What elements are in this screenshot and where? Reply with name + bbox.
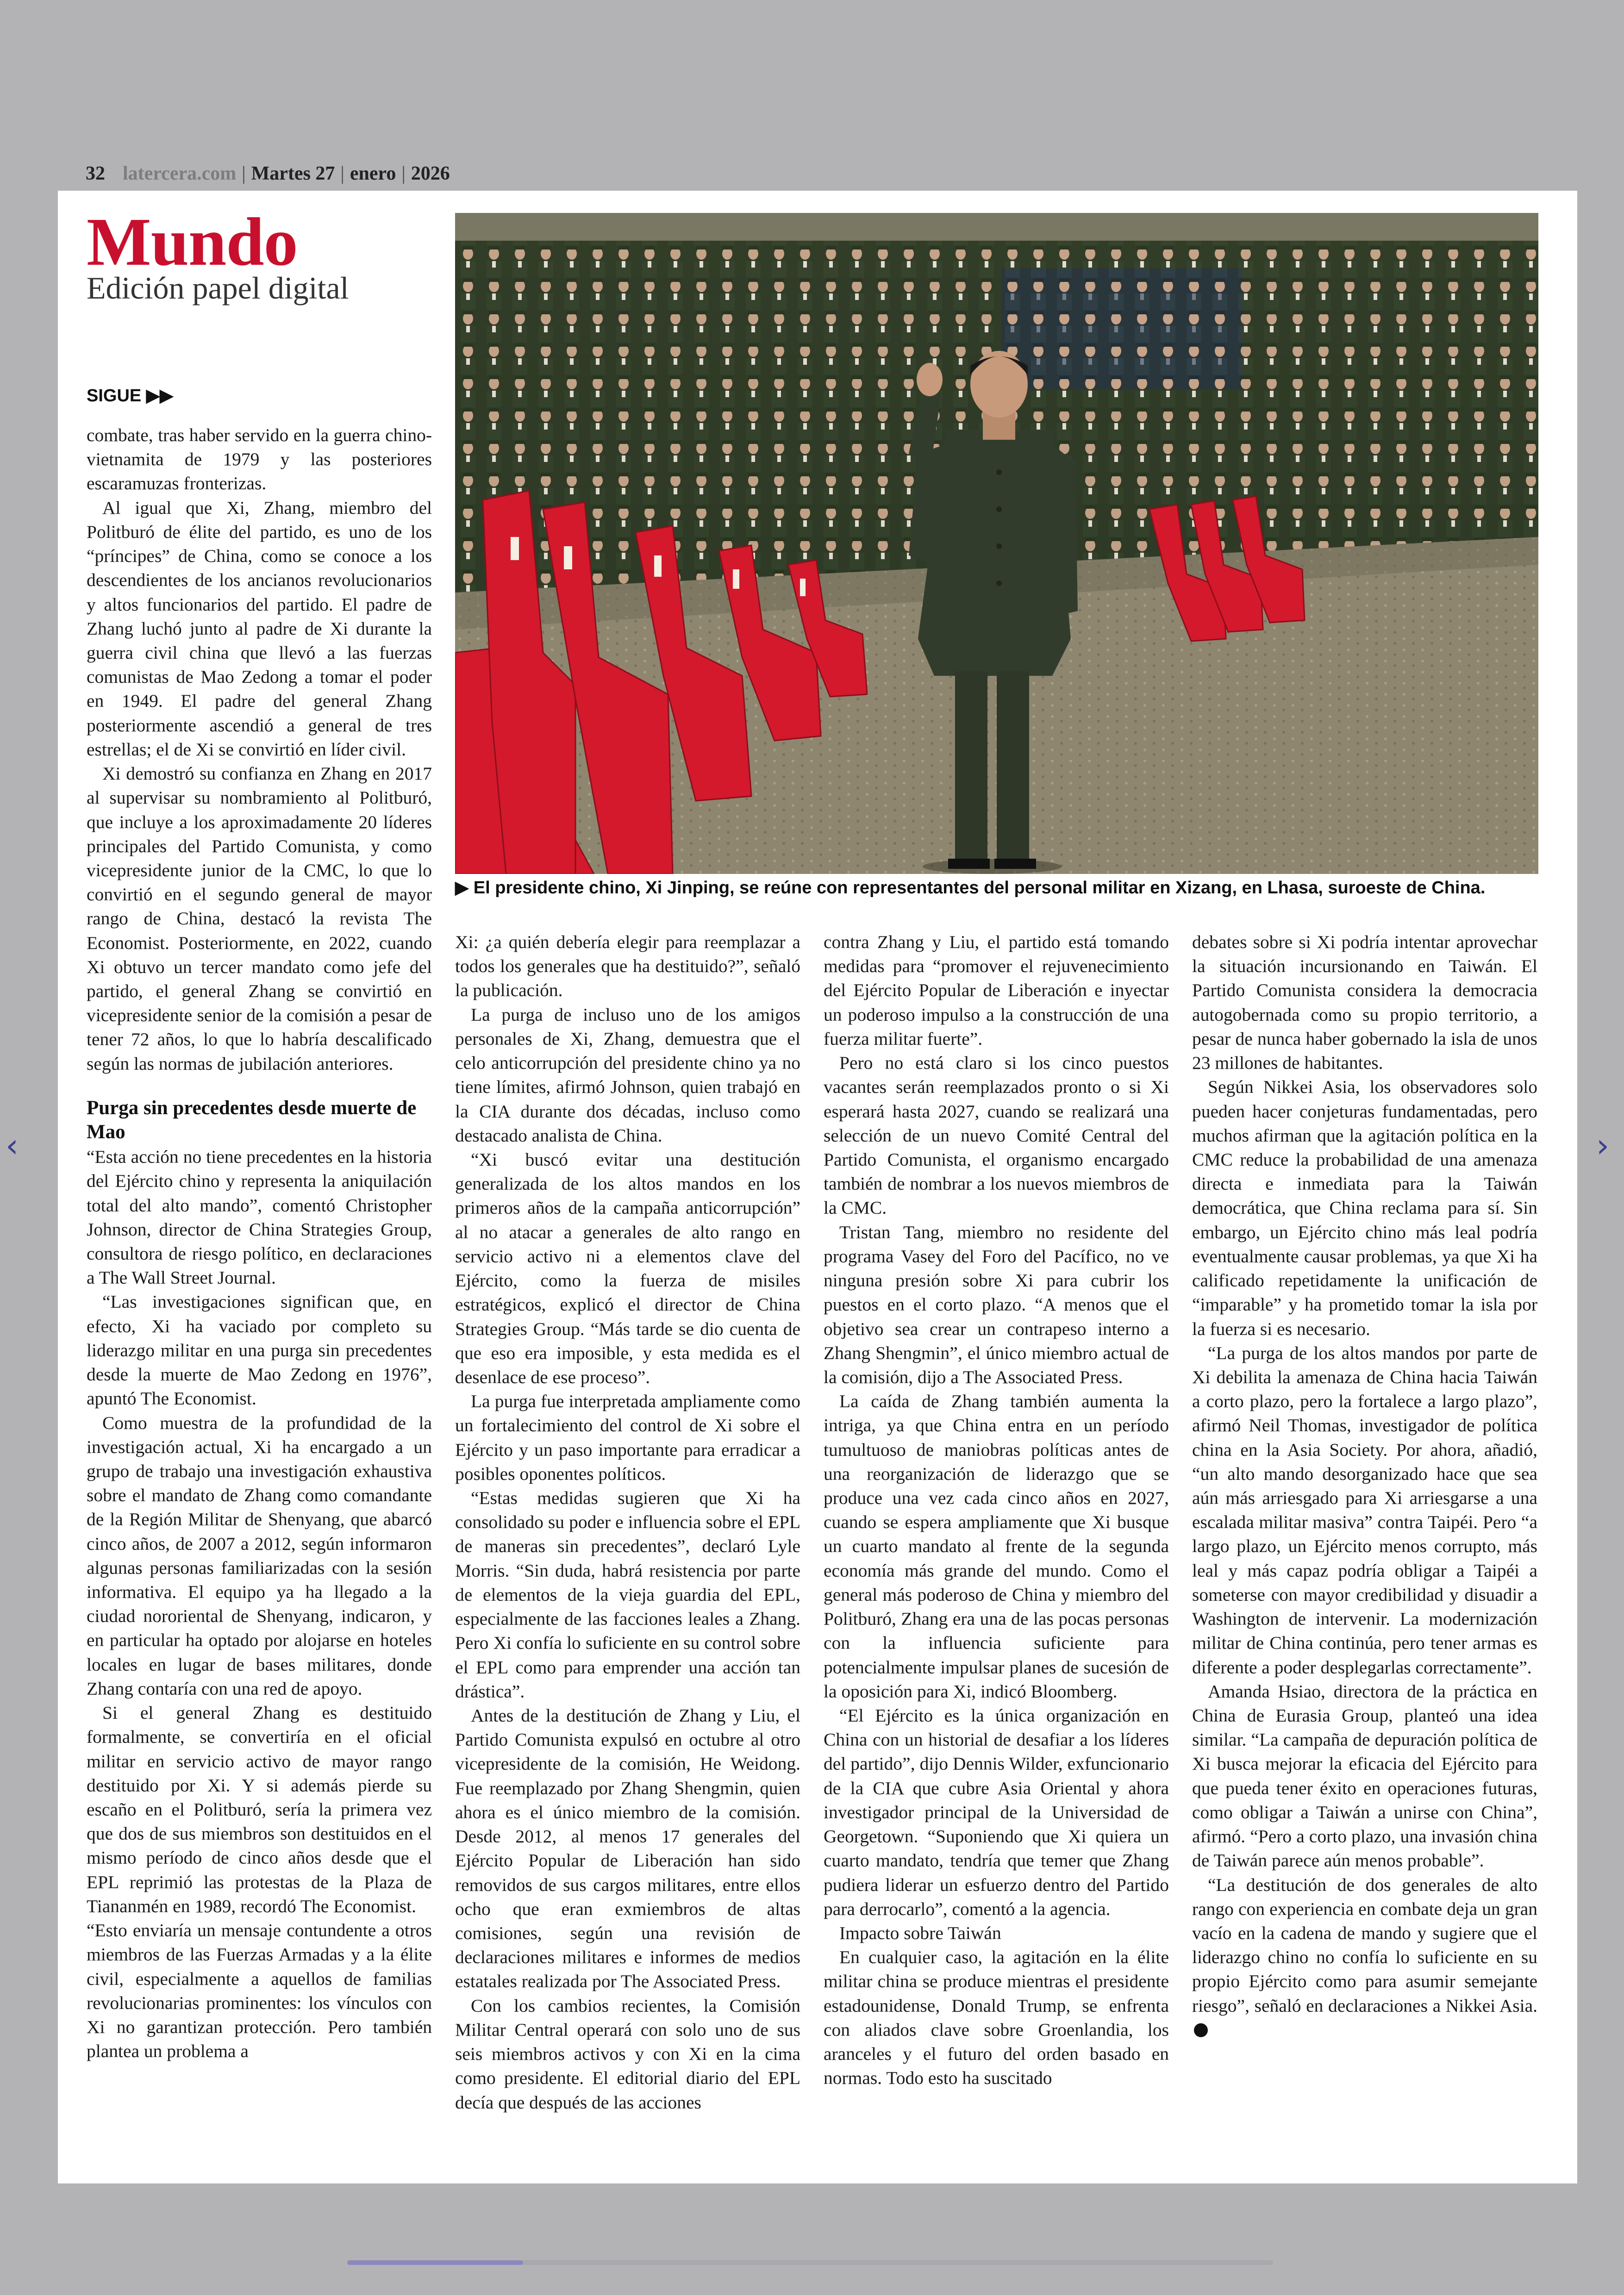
- photo-caption: ▶ El presidente chino, Xi Jinping, se reúne con representantes del personal militar en Xizang, en Lhasa, suroeste de China.: [455, 878, 1486, 898]
- page-header: [86, 160, 450, 187]
- end-mark-icon: [1194, 2023, 1208, 2037]
- paragraph: [1192, 1873, 1537, 2042]
- paragraph: “La purga de los altos mandos por parte de Xi debilita la amenaza de China hacia Taiwán a corto plazo, pero la fortalece a largo plazo”, afirmó Neil Thomas, investigador de política china en la Asia Society. Por ahora, añadió, “un alto mando desorganizado hace que sea aún más arriesgado para Xi arriesgarse a una escalada militar masiva” contra Taipéi. Pero “a largo plazo, un Ejército menos corrupto, más leal y más capaz podría obligar a Taipéi a someterse con mayor credibilidad y disuadir a Washington de intervenir. La modernización militar de China continúa, pero tener armas es diferente a poder desplegarlas correctamente”.: [1192, 1342, 1537, 1678]
- paragraph: La purga fue interpretada ampliamente como un fortalecimiento del control de Xi sobre el Ejército y un paso importante para erradicar a posibles oponentes políticos.: [455, 1391, 800, 1484]
- header-separator: |: [242, 163, 246, 184]
- page-number: 32: [86, 163, 105, 184]
- article-column-4: [1192, 930, 1537, 2042]
- continued-label: SIGUE ▶▶: [87, 386, 174, 405]
- paragraph: La purga de incluso uno de los amigos personales de Xi, Zhang, demuestra que el celo anticorrupción del presidente chino ya no tiene límites, afirmó Johnson, quien trabajó en la CIA durante dos décadas, incluso como destacado analista de China.: [455, 1004, 800, 1146]
- header-separator: |: [401, 163, 406, 184]
- paragraph: “Esto enviaría un mensaje contundente a otros miembros de las Fuerzas Armadas y a la élite civil, especialmente a aquellos de familias revolucionarias prominentes: los vínculos con Xi no garantizan protección. Pero también plantea un problema a: [87, 1920, 432, 2062]
- paragraph: Antes de la destitución de Zhang y Liu, el Partido Comunista expulsó en octubre al otro vicepresidente de la comisión, He Weidong. Fue reemplazado por Zhang Shengmin, quien ahora es el único miembro de la comisión. Desde 2012, al menos 17 generales del Ejército Popular de Liberación han sido removidos de sus cargos militares, entre ellos ocho que eran exmiembros de altas comisiones, según una revisión de declaraciones militares e informes de medios estatales realizada por The Associated Press.: [455, 1705, 800, 1992]
- header-month: enero: [350, 163, 396, 184]
- paragraph: Xi demostró su confianza en Zhang en 2017 al supervisar su nombramiento al Politburó, que incluye a los aproximadamente 20 líderes principales del Partido Comunista, y como vicepresidente junior de la CMC, lo que lo convirtió en el segundo general de mayor rango de China, destacó la revista The Economist. Posteriormente, en 2022, cuando Xi obtuvo un tercer mandato como jefe del partido, el general Zhang se convirtió en vicepresidente senior de la comisión a pesar de tener 72 años, lo que lo habría descalificado según las normas de jubilación anteriores.: [87, 763, 432, 1074]
- article-column-2: [455, 930, 800, 2114]
- paragraph: debates sobre si Xi podría intentar aprovechar la situación incursionando en Taiwán. El Partido Comunista considera la democracia autogobernada como su propio territorio, a pesar de nunca haber gobernado la isla de unos 23 millones de habitantes.: [1192, 932, 1537, 1073]
- article-column-3: [824, 930, 1169, 2090]
- paragraph: “Las investigaciones significan que, en efecto, Xi ha vaciado por completo su liderazgo militar en una purga sin precedentes desde la muerte de Mao Zedong en 1976”, apuntó The Economist.: [87, 1291, 432, 1409]
- paragraph-text: “La destitución de dos generales de alto rango con experiencia en combate deja un gran vacío en la cadena de mando y sugiere que el liderazgo chino no confía lo suficiente en su propio Ejército como para asumir semejante riesgo”, señaló en declaraciones a Nikkei Asia.: [1192, 1874, 1537, 2016]
- paragraph: combate, tras haber servido en la guerra chino-vietnamita de 1979 y las posteriores escaramuzas fronterizas.: [87, 425, 432, 494]
- paragraph: La caída de Zhang también aumenta la intriga, ya que China entra en un período tumultuoso de maniobras políticas antes de una reorganización de liderazgo que se produce una vez cada cinco años en 2027, cuando se espera ampliamente que Xi busque un cuarto mandato al frente de la segunda economía más grande del mundo. Como el general más poderoso de China y miembro del Politburó, Zhang era una de las pocas personas con la influencia suficiente para potencialmente impulsar planes de sucesión de la oposición para Xi, indicó Bloomberg.: [824, 1391, 1169, 1702]
- article-column-1: [87, 423, 432, 2063]
- paragraph: Según Nikkei Asia, los observadores solo pueden hacer conjeturas fundamentadas, pero muchos afirman que la agitación política en la CMC reduce la probabilidad de una amenaza directa e inmediata para la Taiwán democrática, que China reclama para sí. Sin embargo, un Ejército chino más leal podría eventualmente causar problemas, ya que Xi ha calificado repetidamente la unificación de “imparable” y ha prometido tomar la isla por la fuerza si es necesario.: [1192, 1077, 1537, 1339]
- previous-page-icon[interactable]: ‹: [6, 1127, 19, 1165]
- newspaper-page: [58, 191, 1577, 2183]
- paragraph: Amanda Hsiao, directora de la práctica en China de Eurasia Group, planteó una idea similar. “La campaña de depuración política de Xi busca mejorar la eficacia del Ejército para que pueda tener éxito en operaciones futuras, como obligar a Taiwán a unirse con China”, afirmó. “Pero a corto plazo, una invasión china de Taiwán parece aún menos probable”.: [1192, 1681, 1537, 1871]
- paragraph: “El Ejército es la única organización en China con un historial de desafiar a los líderes del partido”, dijo Dennis Wilder, exfuncionario de la CIA que cubre Asia Oriental y ahora investigador principal de la Universidad de Georgetown. “Suponiendo que Xi quiera un cuarto mandato, tendría que temer que Zhang pudiera liderar un esfuerzo dentro del Partido para derrocarlo”, comentó a la agencia.: [824, 1705, 1169, 1919]
- next-page-icon[interactable]: ›: [1596, 1127, 1609, 1165]
- paragraph: “Estas medidas sugieren que Xi ha consolidado su poder e influencia sobre el EPL de maneras sin precedentes”, declaró Lyle Morris. “Sin duda, habrá resistencia por parte de elementos de la vieja guardia del EPL, especialmente de las facciones leales a Zhang. Pero Xi confía lo suficiente en su control sobre el EPL como para emprender una acción tan drástica”.: [455, 1488, 800, 1702]
- paragraph: “Esta acción no tiene precedentes en la historia del Ejército chino y representa la aniquilación total del alto mando”, comentó Christopher Johnson, director de China Strategies Group, consultora de riesgo político, en declaraciones a The Wall Street Journal.: [87, 1147, 432, 1288]
- site-name: latercera.com: [123, 163, 237, 184]
- paragraph: Con los cambios recientes, la Comisión Militar Central operará con solo uno de sus seis miembros activos y con Xi en la cima como presidente. El editorial diario del EPL decía que después de las acciones: [455, 1995, 800, 2113]
- paragraph: Tristan Tang, miembro no residente del programa Vasey del Foro del Pacífico, no ve ninguna presión sobre Xi para cubrir los puestos en el corto plazo. “A menos que el objetivo sea crear un contrapeso interno a Zhang Shengmin”, el único miembro actual de la comisión, dijo a The Associated Press.: [824, 1222, 1169, 1387]
- paragraph: Si el general Zhang es destituido formalmente, se convertiría en el oficial militar en servicio activo de mayor rango destituido por Xi. Y si además pierde su escaño en el Politburó, sería la primera vez que dos de sus miembros son destituidos en el mismo período de cinco años desde que el EPL reprimió las protestas de la Plaza de Tiananmén en 1989, recordó The Economist.: [87, 1703, 432, 1916]
- paragraph: “Xi buscó evitar una destitución generalizada de los altos mandos en los primeros años de la campaña anticorrupción” al no atacar a generales de alto rango en servicio activo ni a elementos clave del Ejército, como la fuerza de misiles estratégicos, explicó el director de China Strategies Group. “Más tarde se dio cuenta de que eso era imposible, y esta medida es el desenlace de ese proceso”.: [455, 1149, 800, 1387]
- paragraph: Al igual que Xi, Zhang, miembro del Politburó de élite del partido, es uno de los “príncipes” de China, como se conoce a los descendientes de los ancianos revolucionarios y altos funcionarios del partido. El padre de Zhang luchó junto al padre de Xi durante la guerra civil china que llevó a las fuerzas comunistas de Mao Zedong a tomar el poder en 1949. El padre del general Zhang posteriormente ascendió a general de tres estrellas; el de Xi se convirtió en líder civil.: [87, 497, 432, 760]
- reading-progress-bar[interactable]: [347, 2260, 1273, 2265]
- paragraph: contra Zhang y Liu, el partido está tomando medidas para “promover el rejuvenecimiento del Ejército Popular de Liberación e inyectar un poderoso impulso a la construcción de una fuerza militar fuerte”.: [824, 932, 1169, 1049]
- edition-subtitle: Edición papel digital: [87, 270, 349, 306]
- header-separator: |: [340, 163, 344, 184]
- paragraph: Xi: ¿a quién debería elegir para reemplazar a todos los generales que ha destituido?”, señaló la publicación.: [455, 932, 800, 1001]
- paragraph: Pero no está claro si los cinco puestos vacantes serán reemplazados pronto o si Xi esperará hasta 2027, cuando se realizará una selección de un nuevo Comité Central del Partido Comunista, el organismo encargado también de nombrar a los nuevos miembros de la CMC.: [824, 1053, 1169, 1218]
- header-date: Martes 27: [251, 163, 335, 184]
- paragraph: En cualquier caso, la agitación en la élite militar china se produce mientras el presidente estadounidense, Donald Trump, se enfrenta con aliados clave sobre Groenlandia, los aranceles y el futuro del orden basado en normas. Todo esto ha suscitado: [824, 1947, 1169, 2089]
- paragraph: Como muestra de la profundidad de la investigación actual, Xi ha encargado a un grupo de trabajo una investigación exhaustiva sobre el mandato de Zhang como comandante de la Región Militar de Shenyang, que abarcó cinco años, de 2007 a 2012, según informaron algunas personas familiarizadas con la sesión informativa. El equipo ya ha llegado a la ciudad nororiental de Shenyang, indicaron, y en particular ha optado por alojarse en hoteles locales en lugar de bases militares, donde Zhang contaría con una red de apoyo.: [87, 1412, 432, 1699]
- reading-progress-fill: [347, 2260, 523, 2265]
- subheading: Purga sin precedentes desde muerte de Mao: [87, 1097, 417, 1143]
- subheading-inline: Impacto sobre Taiwán: [839, 1922, 1001, 1943]
- section-title: Mundo: [87, 204, 298, 280]
- header-year: 2026: [411, 163, 450, 184]
- news-photo: [455, 213, 1538, 874]
